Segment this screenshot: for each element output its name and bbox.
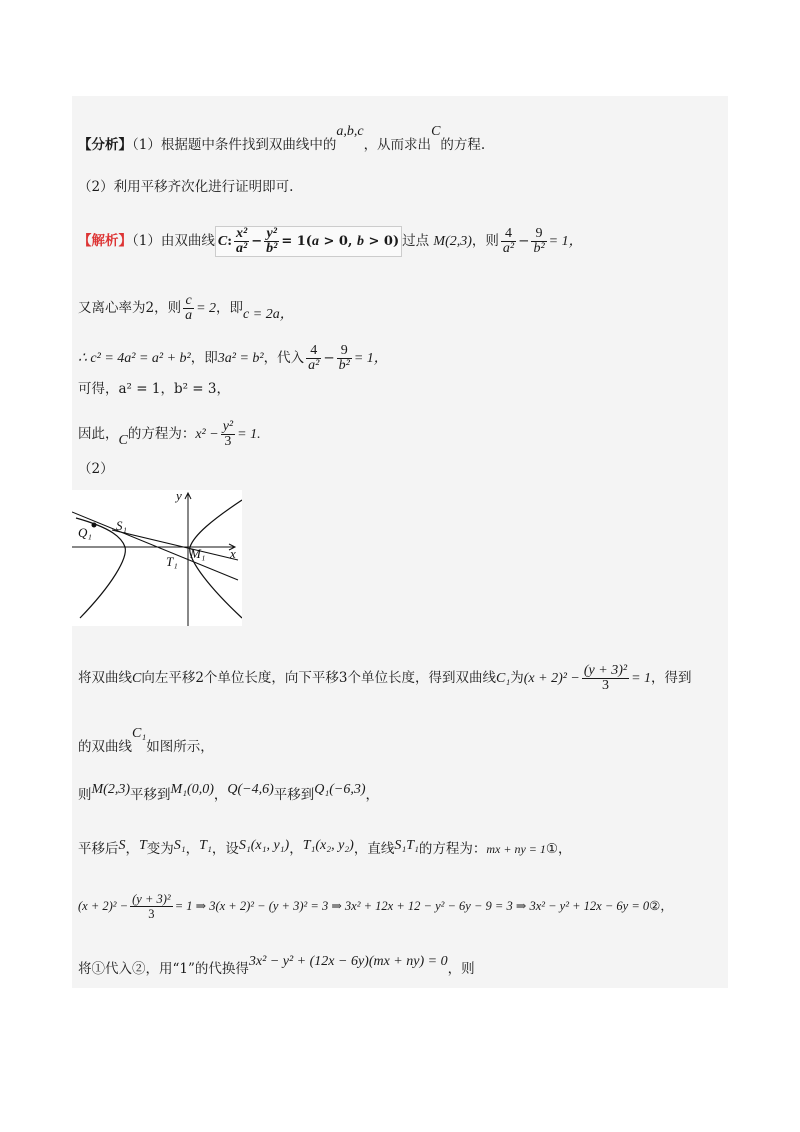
solution-l2-a: 又离心率为2，则 <box>78 300 182 316</box>
shift-l4-h: T₁ <box>199 838 212 853</box>
shift-l1-a: 将双曲线 <box>78 670 132 686</box>
label-q1: Q₁ <box>78 525 92 540</box>
shift-l4-n: S₁T₁ <box>394 838 419 853</box>
shift-l6-b: ，则 <box>447 961 475 977</box>
hyperbola-figure <box>72 490 242 626</box>
solution-l1-a: （1）由双曲线 <box>132 233 215 249</box>
label-y: y <box>176 490 182 503</box>
label-m1: M₁ <box>190 546 206 561</box>
solution-l5-b: C <box>118 433 128 448</box>
hyperbola-equation: C: $\frac{\text{x²}}{\text{a²}}$ − $\frac{\text{y²}}{\text{b²}}$ = 1(a > 0, b > 0) <box>215 226 402 257</box>
shift-l3-i: ， <box>365 787 379 803</box>
shift-l3-h: Q₁(−6,3) <box>314 782 366 797</box>
analysis-vars: a,b,c <box>336 124 364 139</box>
shift-l4-g: ， <box>185 841 200 857</box>
shift-line-6 <box>78 954 475 979</box>
shift-l4-j: S₁(x₁, y₁) <box>238 838 290 853</box>
shift-l3-g: 平移到 <box>273 787 315 803</box>
solution-l2-c: ，即 <box>216 300 244 316</box>
solution-l2-d: c = 2a， <box>243 307 294 322</box>
solution-l3-c: 3a² = b² <box>217 351 264 366</box>
shift-l2-a: 的双曲线 <box>78 739 132 755</box>
shift-l1-b: C <box>132 671 142 686</box>
shift-l1-f: ，得到 <box>651 670 692 686</box>
shift-l4-e: 变为 <box>146 841 174 857</box>
shift-l4-d: T <box>139 838 147 853</box>
shift-l4-m: ，直线 <box>353 841 395 857</box>
solution-l5-a: 因此， <box>78 426 119 442</box>
shift-l4-a: 平移后 <box>78 841 119 857</box>
solution-line-5: 因此，C的方程为：x² − $\frac{\text{y²}}{3}$ = 1. <box>78 419 261 449</box>
shift-l1-c: 向左平移2个单位长度，向下平移3个单位长度，得到双曲线 <box>141 670 497 686</box>
shift-l4-b: S <box>118 838 126 853</box>
solution-line-1: 【解析】（1）由双曲线 C: $\frac{\text{x²}}{\text{a²}}$ − $\frac{\text{y²}}{\text{b²}}$ = 1(a > 0, b > 0) 过点 M(2,3)，则 $\frac{4}{\text{a²}}$ − $\frac{9}{\text{b²}}$ = 1， <box>78 226 583 256</box>
point-m: M(2,3) <box>433 234 472 249</box>
shift-l4-k: ， <box>289 841 303 857</box>
analysis-line-2: （2）利用平移齐次化进行证明即可. <box>78 179 294 195</box>
label-x: x <box>230 546 236 561</box>
analysis-text-d: 的方程. <box>440 137 486 153</box>
solution-l1-c: ，则 <box>471 233 499 249</box>
label-t1: T₁ <box>166 554 178 569</box>
solution-l1-b: 过点 <box>402 233 430 249</box>
solution-l1-end: = 1， <box>548 234 583 249</box>
solution-line-4: 可得，a² = 1，b² = 3， <box>78 381 230 397</box>
figure-background <box>72 490 242 626</box>
solution-line-3: ∴ c² = 4a² = a² + b²，即3a² = b²，代入 $\frac{4}{\text{a²}}$ − $\frac{9}{\text{b²}}$ = 1， <box>78 343 388 373</box>
analysis-text-b: ，从而求出 <box>363 137 432 153</box>
analysis-c: C <box>431 124 441 139</box>
analysis-tag: 【分析】 <box>78 137 132 153</box>
shift-line-2 <box>78 726 214 757</box>
shift-line-3 <box>78 782 379 805</box>
shift-l4-p: mx + ny = 1 <box>486 842 546 856</box>
shift-l6-a: 将①代入②，用“1”的代换得 <box>78 961 249 977</box>
solution-l3-d: ，代入 <box>263 350 305 366</box>
solution-l5-c: 的方程为： <box>127 426 196 442</box>
shift-l4-f: S₁ <box>173 838 186 853</box>
shift-l3-a: 则 <box>78 787 92 803</box>
shift-l3-d: M₁(0,0) <box>170 782 214 797</box>
analysis-line-1 <box>78 124 486 155</box>
shift-l2-b: C₁ <box>132 726 147 741</box>
shift-line-1: 将双曲线C向左平移2个单位长度，向下平移3个单位长度，得到双曲线C₁为(x + 2)² − $\frac{\text{(y + 3)²}}{3}$ = 1，得到 <box>78 663 692 693</box>
shift-l3-f: Q(−4,6) <box>227 782 274 797</box>
shift-l6-eq: 3x² − y² + (12x − 6y)(mx + ny) = 0 <box>248 954 448 969</box>
shift-l4-l: T₁(x₂, y₂) <box>302 838 354 853</box>
shift-l4-i: ，设 <box>211 841 239 857</box>
shift-l4-c: ， <box>125 841 139 857</box>
shift-line-4 <box>78 840 571 859</box>
label-s1: S₁ <box>116 518 128 533</box>
shift-l1-e: 为 <box>510 670 524 686</box>
solution-line-2: 又离心率为2，则 $\frac{c}{a}$ = 2，即c = 2a， <box>78 293 294 323</box>
shift-l4-o: 的方程为： <box>418 841 487 857</box>
shift-l2-c: 如图所示， <box>146 739 214 755</box>
solution-l3-b: ，即 <box>190 350 218 366</box>
solution-l3-a: ∴ c² = 4a² = a² + b² <box>78 351 191 366</box>
shift-l4-q: ①， <box>545 841 572 857</box>
solution-tag: 【解析】 <box>78 233 132 249</box>
analysis-text-a: （1）根据题中条件找到双曲线中的 <box>132 137 337 153</box>
point-q1 <box>92 523 97 528</box>
shift-l1-d: C₁ <box>496 671 511 686</box>
solution-part-2: （2） <box>78 461 114 477</box>
shift-l3-e: ， <box>213 787 228 803</box>
shift-line-5: (x + 2)² − $\frac{\text{(y + 3)²}}{3}$ = 1 ⇒ 3(x + 2)² − (y + 3)² = 3 ⇒ 3x² + 12x + 12 − y² − 6y − 9 = 3 ⇒ 3x² − y² + 12x − 6y = 0②， <box>78 892 673 921</box>
shift-l3-b: M(2,3) <box>91 782 130 797</box>
shift-l3-c: 平移到 <box>130 787 171 803</box>
shift-l5-end: ②， <box>649 898 673 913</box>
